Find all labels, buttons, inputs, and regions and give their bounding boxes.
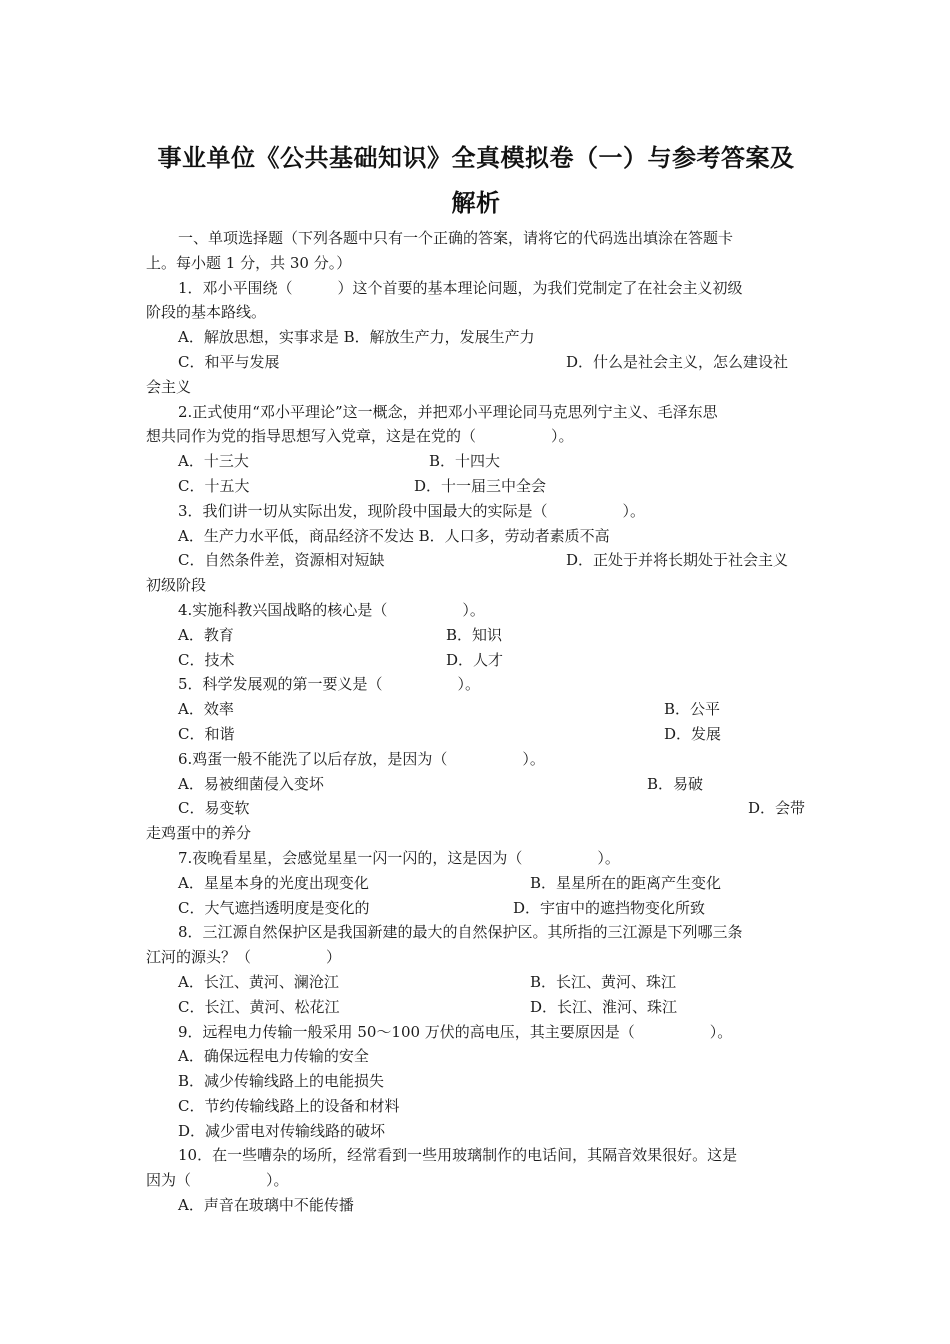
question-3-stem: 3．我们讲一切从实际出发，现阶段中国最大的实际是（ ）。 [178,501,646,520]
question-1-option-d: D．什么是社会主义，怎么建设社 [566,352,789,371]
question-1-options-ab: A．解放思想，实事求是 B．解放生产力，发展生产力 [178,328,535,347]
question-6-stem: 6.鸡蛋一般不能洗了以后存放，是因为（ ）。 [178,749,545,768]
question-1-option-c: C．和平与发展 [178,352,280,371]
question-1-stem-continued: 阶段的基本路线。 [146,303,267,322]
question-7-option-a: A．星星本身的光度出现变化 [178,873,369,892]
question-7-stem: 7.夜晚看星星，会感觉星星一闪一闪的，这是因为（ ）。 [178,848,620,867]
document-title-line-2: 解析 [451,189,501,217]
question-2-option-b: B．十四大 [429,452,501,471]
question-2-option-a: A．十三大 [178,452,249,471]
question-2-stem: 2.正式使用“邓小平理论”这一概念，并把邓小平理论同马克思列宁主义、毛泽东思 [178,402,718,421]
question-5-option-a: A．效率 [178,700,234,719]
question-3-option-d-continued: 初级阶段 [146,576,207,595]
question-8-stem-continued: 江河的源头？（ ） [146,948,342,967]
question-6-option-b: B．易破 [647,774,704,793]
question-4-option-d: D．人才 [446,650,504,669]
question-4-stem: 4.实施科教兴国战略的核心是（ ）。 [178,600,485,619]
question-7-option-b: B．星星所在的距离产生变化 [530,873,722,892]
question-5-option-d: D．发展 [664,724,722,743]
question-4-option-b: B．知识 [446,625,503,644]
question-1-option-d-continued: 会主义 [146,377,192,396]
question-6-option-a: A．易被细菌侵入变坏 [178,774,324,793]
section-heading: 一、单项选择题（下列各题中只有一个正确的答案，请将它的代码选出填涂在答题卡 [178,229,734,247]
question-9-stem: 9．远程电力传输一般采用 50～100 万伏的高电压，其主要原因是（ ）。 [178,1022,733,1041]
question-6-option-c: C．易变软 [178,799,250,818]
question-3-options-ab: A．生产力水平低，商品经济不发达 B．人口多，劳动者素质不高 [178,526,610,545]
question-2-stem-continued: 想共同作为党的指导思想写入党章，这是在党的（ ）。 [146,427,574,446]
question-8-option-c: C．长江、黄河、松花江 [178,997,340,1016]
question-5-option-b: B．公平 [664,700,721,719]
question-10-option-a: A．声音在玻璃中不能传播 [178,1196,354,1215]
section-heading-continued: 上。每小题 1 分，共 30 分。） [146,253,352,272]
question-4-option-c: C．技术 [178,650,235,669]
question-9-option-d: D．减少雷电对传输线路的破坏 [178,1121,386,1140]
question-3-option-c: C．自然条件差，资源相对短缺 [178,551,385,570]
question-3-option-d: D．正处于并将长期处于社会主义 [566,551,789,570]
question-9-option-a: A．确保远程电力传输的安全 [178,1047,369,1066]
question-8-option-d: D．长江、淮河、珠江 [530,997,678,1016]
question-5-option-c: C．和谐 [178,724,235,743]
document-title-line-1: 事业单位《公共基础知识》全真模拟卷（一）与参考答案及 [157,144,795,172]
question-4-option-a: A．教育 [178,625,234,644]
question-8-stem: 8．三江源自然保护区是我国新建的最大的自然保护区。其所指的三江源是下列哪三条 [178,923,743,942]
question-6-option-d: D．会带 [748,799,806,818]
document-body [146,226,810,1218]
question-6-option-d-continued: 走鸡蛋中的养分 [146,824,252,843]
question-1-stem: 1．邓小平围绕（ ）这个首要的基本理论问题，为我们党制定了在社会主义初级 [178,278,743,297]
question-8-option-a: A．长江、黄河、澜沧江 [178,972,339,991]
question-7-option-c: C．大气遮挡透明度是变化的 [178,898,370,917]
question-5-stem: 5．科学发展观的第一要义是（ ）。 [178,675,481,694]
question-2-option-d: D．十一届三中全会 [414,476,547,495]
question-10-stem: 10．在一些嘈杂的场所，经常看到一些用玻璃制作的电话间，其隔音效果很好。这是 [178,1146,738,1165]
question-7-option-d: D．宇宙中的遮挡物变化所致 [513,898,706,917]
question-9-option-c: C．节约传输线路上的设备和材料 [178,1096,400,1115]
question-10-stem-continued: 因为（ ）。 [146,1171,289,1190]
question-8-option-b: B．长江、黄河、珠江 [530,972,677,991]
question-9-option-b: B．减少传输线路上的电能损失 [178,1072,385,1091]
question-2-option-c: C．十五大 [178,476,250,495]
